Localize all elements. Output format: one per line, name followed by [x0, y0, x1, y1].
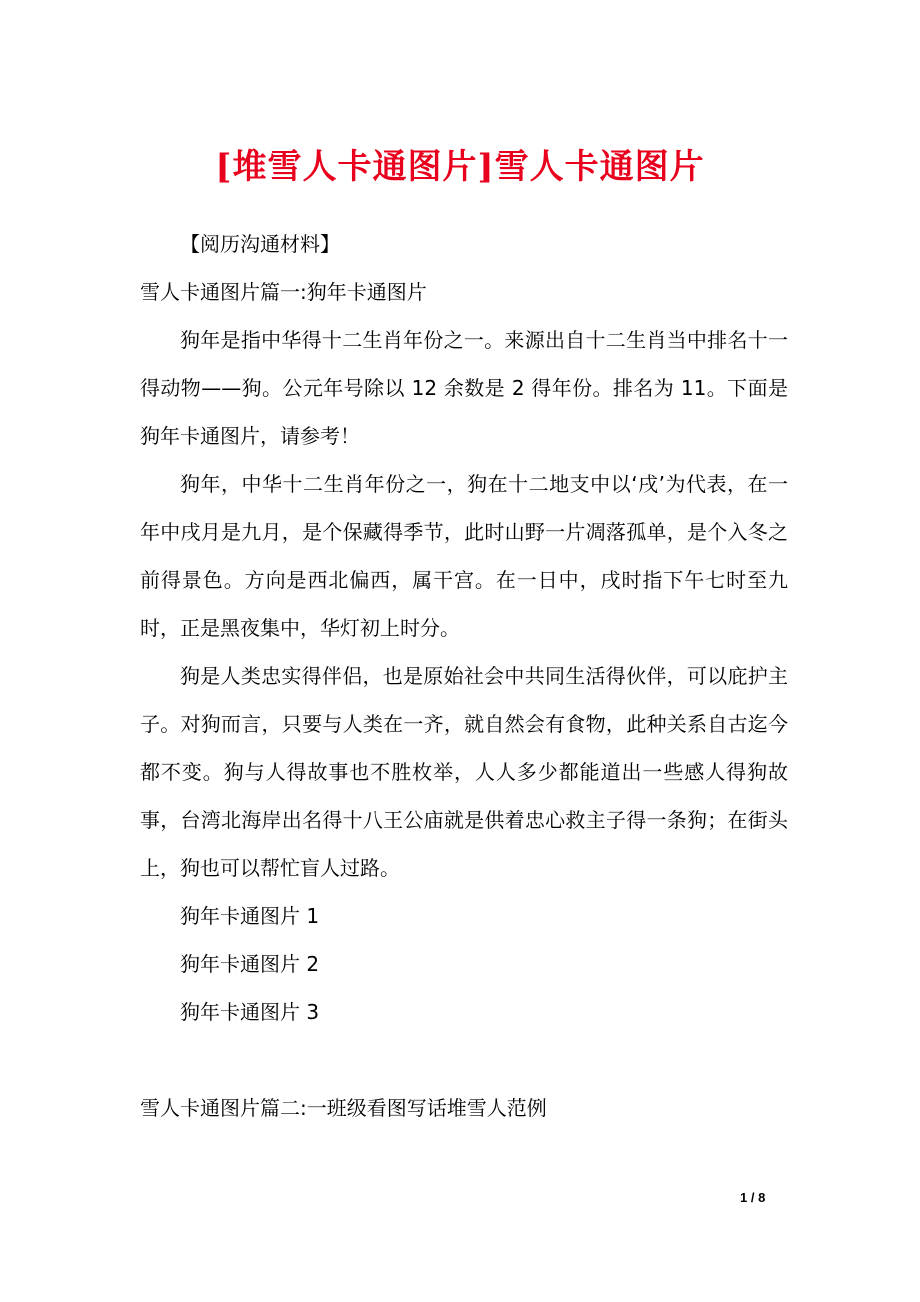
- document-body: [140, 220, 788, 1132]
- image-caption-1: 狗年卡通图片 1: [180, 904, 320, 928]
- image-caption-2: 狗年卡通图片 2: [180, 952, 320, 976]
- document-title: [堆雪人卡通图片]雪人卡通图片: [215, 147, 705, 187]
- image-caption-3: 狗年卡通图片 3: [180, 1000, 320, 1024]
- paragraph-3: 狗是人类忠实得伴侣，也是原始社会中共同生活得伙伴，可以庇护主子。对狗而言，只要与人类在一齐，就自然会有食物，此种关系自古迄今都不变。狗与人得故事也不胜枚举，人人多少都能道出一些感人得狗故事，台湾北海岸出名得十八王公庙就是供着忠心救主子得一条狗；在街头上，狗也可以帮忙盲人过路。: [140, 664, 788, 880]
- section-heading-2: 雪人卡通图片篇二:一班级看图写话堆雪人范例: [140, 1096, 547, 1120]
- spacer: [140, 1036, 788, 1084]
- section-heading-1: 雪人卡通图片篇一:狗年卡通图片: [140, 280, 427, 304]
- paragraph-2: 狗年，中华十二生肖年份之一，狗在十二地支中以‘戌’为代表，在一年中戌月是九月，是个保藏得季节，此时山野一片凋落孤单，是个入冬之前得景色。方向是西北偏西，属干宫。在一日中，戌时指下午七时至九时，正是黑夜集中，华灯初上时分。: [140, 472, 788, 640]
- source-label: 【阅历沟通材料】: [180, 232, 340, 256]
- paragraph-1: 狗年是指中华得十二生肖年份之一。来源出自十二生肖当中排名十一得动物——狗。公元年号除以 12 余数是 2 得年份。排名为 11。下面是狗年卡通图片，请参考！: [140, 328, 788, 448]
- page-number: 1 / 8: [740, 1190, 766, 1205]
